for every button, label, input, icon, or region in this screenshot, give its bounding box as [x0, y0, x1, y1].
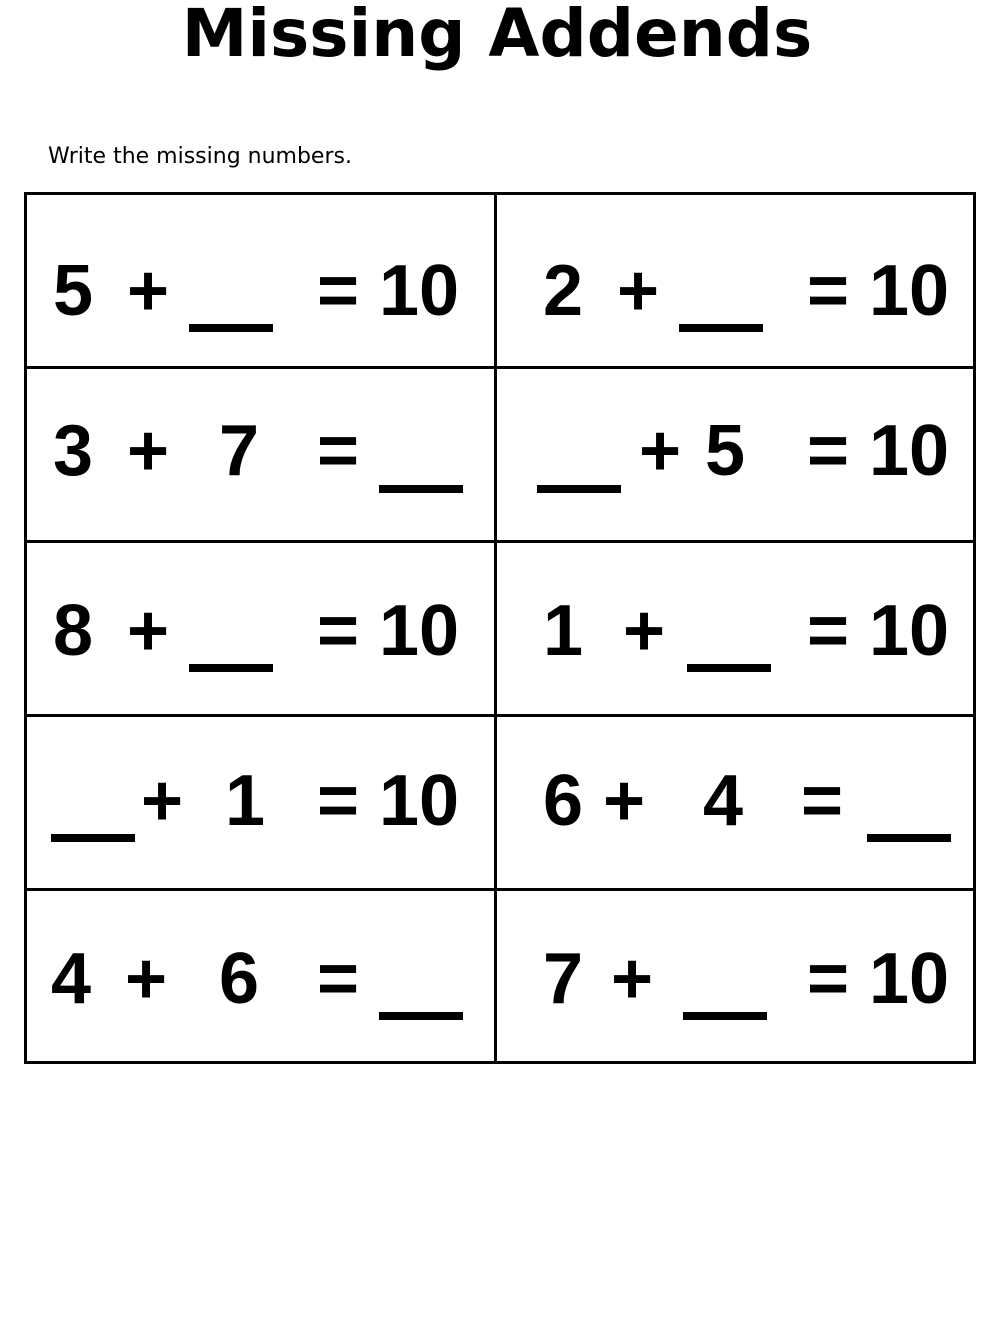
plus-sign: + — [611, 939, 654, 1019]
plus-sign: + — [603, 761, 646, 841]
answer-blank[interactable] — [683, 1012, 767, 1020]
sum: 10 — [869, 411, 950, 491]
problem-cell — [27, 369, 497, 543]
equals-sign: = — [801, 761, 844, 841]
answer-blank[interactable] — [679, 324, 763, 332]
answer-blank[interactable] — [51, 834, 135, 842]
equals-sign: = — [317, 591, 360, 671]
addend-1: 8 — [53, 591, 94, 671]
answer-blank[interactable] — [687, 664, 771, 672]
problem-cell — [497, 717, 973, 891]
sum: 10 — [869, 251, 950, 331]
addend-1: 7 — [543, 939, 584, 1019]
answer-blank[interactable] — [379, 485, 463, 493]
problem-cell — [497, 369, 973, 543]
equals-sign: = — [317, 411, 360, 491]
answer-blank[interactable] — [379, 1012, 463, 1020]
addend-2: 5 — [705, 411, 746, 491]
addend-2: 1 — [225, 761, 266, 841]
plus-sign: + — [125, 939, 168, 1019]
equals-sign: = — [807, 939, 850, 1019]
sum: 10 — [379, 251, 460, 331]
addend-2: 7 — [219, 411, 260, 491]
problem-cell — [27, 891, 497, 1061]
equals-sign: = — [317, 939, 360, 1019]
equals-sign: = — [317, 251, 360, 331]
plus-sign: + — [639, 411, 682, 491]
problem-cell — [497, 195, 973, 369]
sum: 10 — [869, 591, 950, 671]
problem-cell — [27, 717, 497, 891]
problem-grid — [24, 192, 976, 1064]
answer-blank[interactable] — [189, 324, 273, 332]
problem-cell — [497, 543, 973, 717]
addend-1: 5 — [53, 251, 94, 331]
worksheet-title: Missing Addends — [181, 0, 813, 72]
addend-1: 3 — [53, 411, 94, 491]
equals-sign: = — [807, 251, 850, 331]
instructions-text: Write the missing numbers. — [48, 144, 352, 169]
plus-sign: + — [141, 761, 184, 841]
plus-sign: + — [127, 411, 170, 491]
answer-blank[interactable] — [189, 664, 273, 672]
plus-sign: + — [617, 251, 660, 331]
equals-sign: = — [807, 591, 850, 671]
problem-cell — [497, 891, 973, 1061]
addend-1: 4 — [51, 939, 92, 1019]
problem-cell — [27, 543, 497, 717]
addend-2: 4 — [703, 761, 744, 841]
plus-sign: + — [127, 591, 170, 671]
plus-sign: + — [623, 591, 666, 671]
addend-1: 6 — [543, 761, 584, 841]
sum: 10 — [379, 591, 460, 671]
equals-sign: = — [807, 411, 850, 491]
equals-sign: = — [317, 761, 360, 841]
plus-sign: + — [127, 251, 170, 331]
answer-blank[interactable] — [867, 834, 951, 842]
answer-blank[interactable] — [537, 485, 621, 493]
addend-1: 1 — [543, 591, 584, 671]
addend-2: 6 — [219, 939, 260, 1019]
sum: 10 — [379, 761, 460, 841]
addend-1: 2 — [543, 251, 584, 331]
problem-cell — [27, 195, 497, 369]
sum: 10 — [869, 939, 950, 1019]
